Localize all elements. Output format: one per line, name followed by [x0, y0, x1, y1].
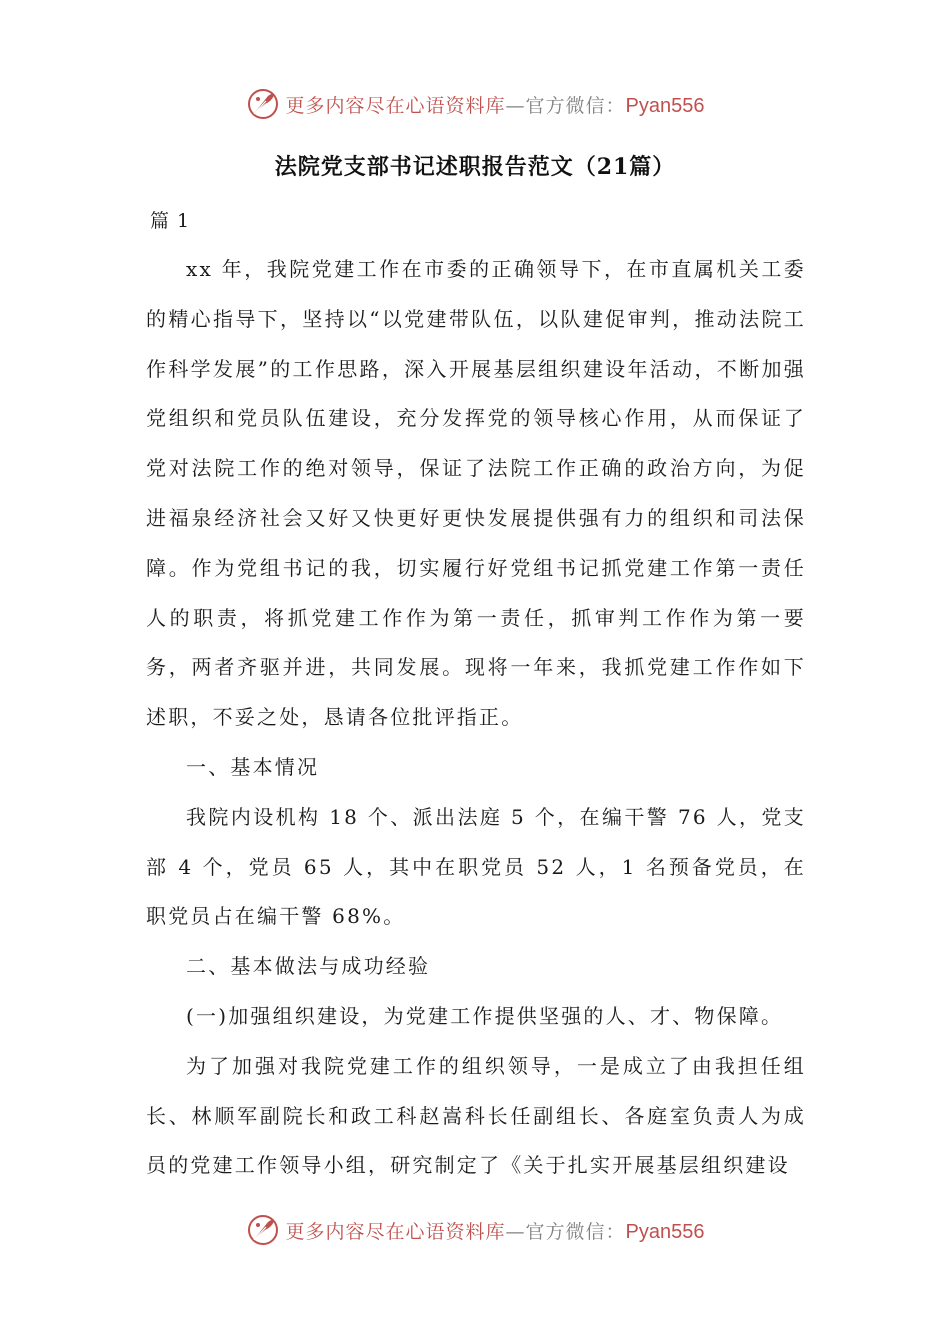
quill-logo-icon: [246, 1213, 280, 1247]
subheading-organization: (一)加强组织建设，为党建工作提供坚强的人、才、物保障。: [186, 1003, 784, 1028]
banner-text: 更多内容尽在心语资料库—官方微信：Pyan556: [285, 94, 705, 117]
quill-logo-icon: [246, 87, 280, 121]
section-label: 篇 1: [150, 210, 191, 232]
document-title: 法院党支部书记述职报告范文（21篇）: [274, 154, 676, 180]
banner-text: 更多内容尽在心语资料库—官方微信：Pyan556: [285, 1220, 705, 1243]
paragraph-intro: xx 年，我院党建工作在市委的正确领导下，在市直属机关工委的精心指导下，坚持以“以党建带队伍，以队建促审判，推动法院工作科学发展”的工作思路，深入开展基层组织建设年活动，不断加强党组织和党员队伍建设，充分发挥党的领导核心作用，从而保证了党对法院工作的绝对领导，保证了法院工作正确的政治方向，为促进福泉经济社会又好又快更好更快发展提供强有力的组织和司法保障。作为党组书记的我，切实履行好党组书记抓党建工作第一责任人的职责，将抓党建工作作为第一责任，抓审判工作作为第一要务，两者齐驱并进，共同发展。现将一年来，我抓党建工作作如下述职，不妥之处，恳请各位批评指正。: [146, 257, 806, 730]
paragraph-basic-situation: 我院内设机构 18 个、派出法庭 5 个，在编干警 76 人，党支部 4 个，党员 65 人，其中在职党员 52 人，1 名预备党员，在职党员占在编干警 68%。: [146, 804, 806, 929]
document-body: [146, 245, 806, 1191]
paragraph-organization: 为了加强对我院党建工作的组织领导，一是成立了由我担任组长、林顺军副院长和政工科赵嵩科长任副组长、各庭室负责人为成员的党建工作领导小组，研究制定了《关于扎实开展基层组织建设: [146, 1053, 806, 1178]
heading-practices: 二、基本做法与成功经验: [186, 954, 431, 979]
footer-watermark-banner: [0, 1210, 950, 1250]
heading-basic-situation: 一、基本情况: [186, 754, 320, 779]
header-watermark-banner: [0, 84, 950, 124]
